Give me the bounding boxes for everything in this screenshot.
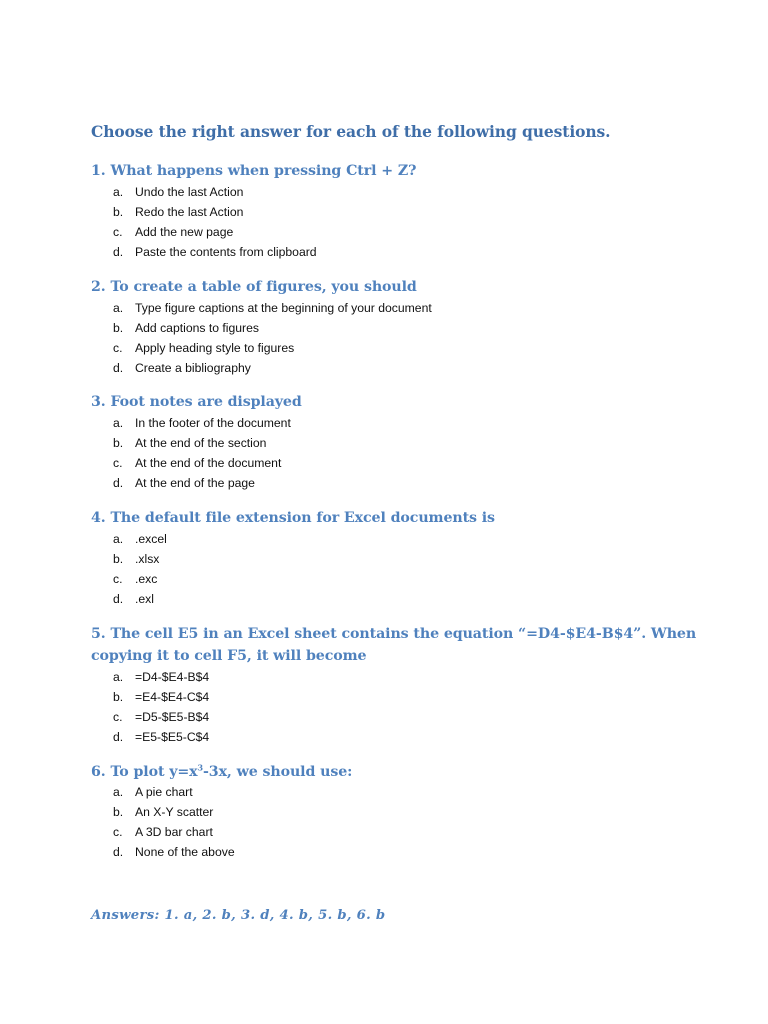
option-letter: c.: [113, 456, 123, 470]
option-letter: d.: [113, 730, 124, 744]
option-text: At the end of the section: [135, 436, 267, 450]
option-letter: c.: [113, 572, 123, 586]
option-text: A pie chart: [135, 785, 193, 799]
option-text: =E4-$E4-C$4: [135, 690, 210, 704]
option-6b: [113, 802, 235, 822]
question-6-suffix: -3x, we should use:: [203, 764, 353, 780]
option-letter: a.: [113, 301, 124, 315]
option-5a: [113, 667, 209, 687]
option-2d: [113, 358, 432, 378]
option-text: .exc: [135, 572, 158, 586]
option-text: Redo the last Action: [135, 205, 244, 219]
option-5d: [113, 727, 209, 747]
option-letter: d.: [113, 845, 124, 859]
option-letter: b.: [113, 690, 124, 704]
option-letter: a.: [113, 185, 124, 199]
option-2a: [113, 298, 432, 318]
question-3-options: [113, 413, 291, 493]
option-letter: d.: [113, 245, 124, 259]
option-text: Apply heading style to figures: [135, 341, 295, 355]
question-6-exponent: 3: [197, 762, 204, 773]
question-1-heading: 1. What happens when pressing Ctrl + Z?: [91, 163, 417, 179]
option-text: =D5-$E5-B$4: [135, 710, 210, 724]
question-5-line-1: 5. The cell E5 in an Excel sheet contains the equation “=D4-$E4-B$4”. When: [91, 626, 697, 642]
option-letter: b.: [113, 552, 124, 566]
option-letter: c.: [113, 341, 123, 355]
option-letter: c.: [113, 225, 123, 239]
option-1d: [113, 242, 317, 262]
question-6-prefix: 6. To plot y=x: [91, 764, 198, 780]
option-text: Create a bibliography: [135, 361, 251, 375]
question-5-options: [113, 667, 209, 747]
option-letter: d.: [113, 592, 124, 606]
question-4-options: [113, 529, 167, 609]
option-text: In the footer of the document: [135, 416, 291, 430]
option-letter: c.: [113, 710, 123, 724]
option-text: .excel: [135, 532, 167, 546]
option-text: At the end of the page: [135, 476, 255, 490]
option-text: At the end of the document: [135, 456, 282, 470]
option-2b: [113, 318, 432, 338]
question-5-heading: [91, 623, 696, 667]
option-6c: [113, 822, 235, 842]
option-text: An X-Y scatter: [135, 805, 214, 819]
option-letter: c.: [113, 825, 123, 839]
option-3b: [113, 433, 291, 453]
question-6-options: [113, 782, 235, 862]
option-text: .xlsx: [135, 552, 160, 566]
option-4b: [113, 549, 167, 569]
option-3a: [113, 413, 291, 433]
answer-key: Answers: 1. a, 2. b, 3. d, 4. b, 5. b, 6. b: [91, 908, 386, 923]
option-text: A 3D bar chart: [135, 825, 213, 839]
option-text: .exl: [135, 592, 154, 606]
option-letter: a.: [113, 532, 124, 546]
option-1a: [113, 182, 317, 202]
option-letter: d.: [113, 361, 124, 375]
option-6a: [113, 782, 235, 802]
option-letter: a.: [113, 416, 124, 430]
question-5-line-2: copying it to cell F5, it will become: [91, 648, 367, 664]
page-title: Choose the right answer for each of the following questions.: [91, 122, 611, 141]
option-text: Paste the contents from clipboard: [135, 245, 317, 259]
question-4-heading: 4. The default file extension for Excel documents is: [91, 510, 495, 526]
question-6-heading: [91, 761, 352, 783]
question-2-heading: 2. To create a table of figures, you should: [91, 279, 417, 295]
option-6d: [113, 842, 235, 862]
option-5b: [113, 687, 209, 707]
option-2c: [113, 338, 432, 358]
option-3d: [113, 473, 291, 493]
option-text: =E5-$E5-C$4: [135, 730, 210, 744]
question-2-options: [113, 298, 432, 378]
option-text: Add captions to figures: [135, 321, 259, 335]
option-text: Undo the last Action: [135, 185, 244, 199]
option-4a: [113, 529, 167, 549]
option-letter: b.: [113, 321, 124, 335]
option-letter: b.: [113, 205, 124, 219]
option-4d: [113, 589, 167, 609]
option-5c: [113, 707, 209, 727]
option-letter: a.: [113, 785, 124, 799]
option-letter: d.: [113, 476, 124, 490]
option-letter: b.: [113, 805, 124, 819]
option-1b: [113, 202, 317, 222]
option-text: Type figure captions at the beginning of your document: [135, 301, 432, 315]
option-4c: [113, 569, 167, 589]
option-text: None of the above: [135, 845, 235, 859]
option-1c: [113, 222, 317, 242]
option-letter: a.: [113, 670, 124, 684]
question-1-options: [113, 182, 317, 262]
option-text: =D4-$E4-B$4: [135, 670, 210, 684]
question-3-heading: 3. Foot notes are displayed: [91, 394, 302, 410]
option-3c: [113, 453, 291, 473]
option-letter: b.: [113, 436, 124, 450]
option-text: Add the new page: [135, 225, 234, 239]
